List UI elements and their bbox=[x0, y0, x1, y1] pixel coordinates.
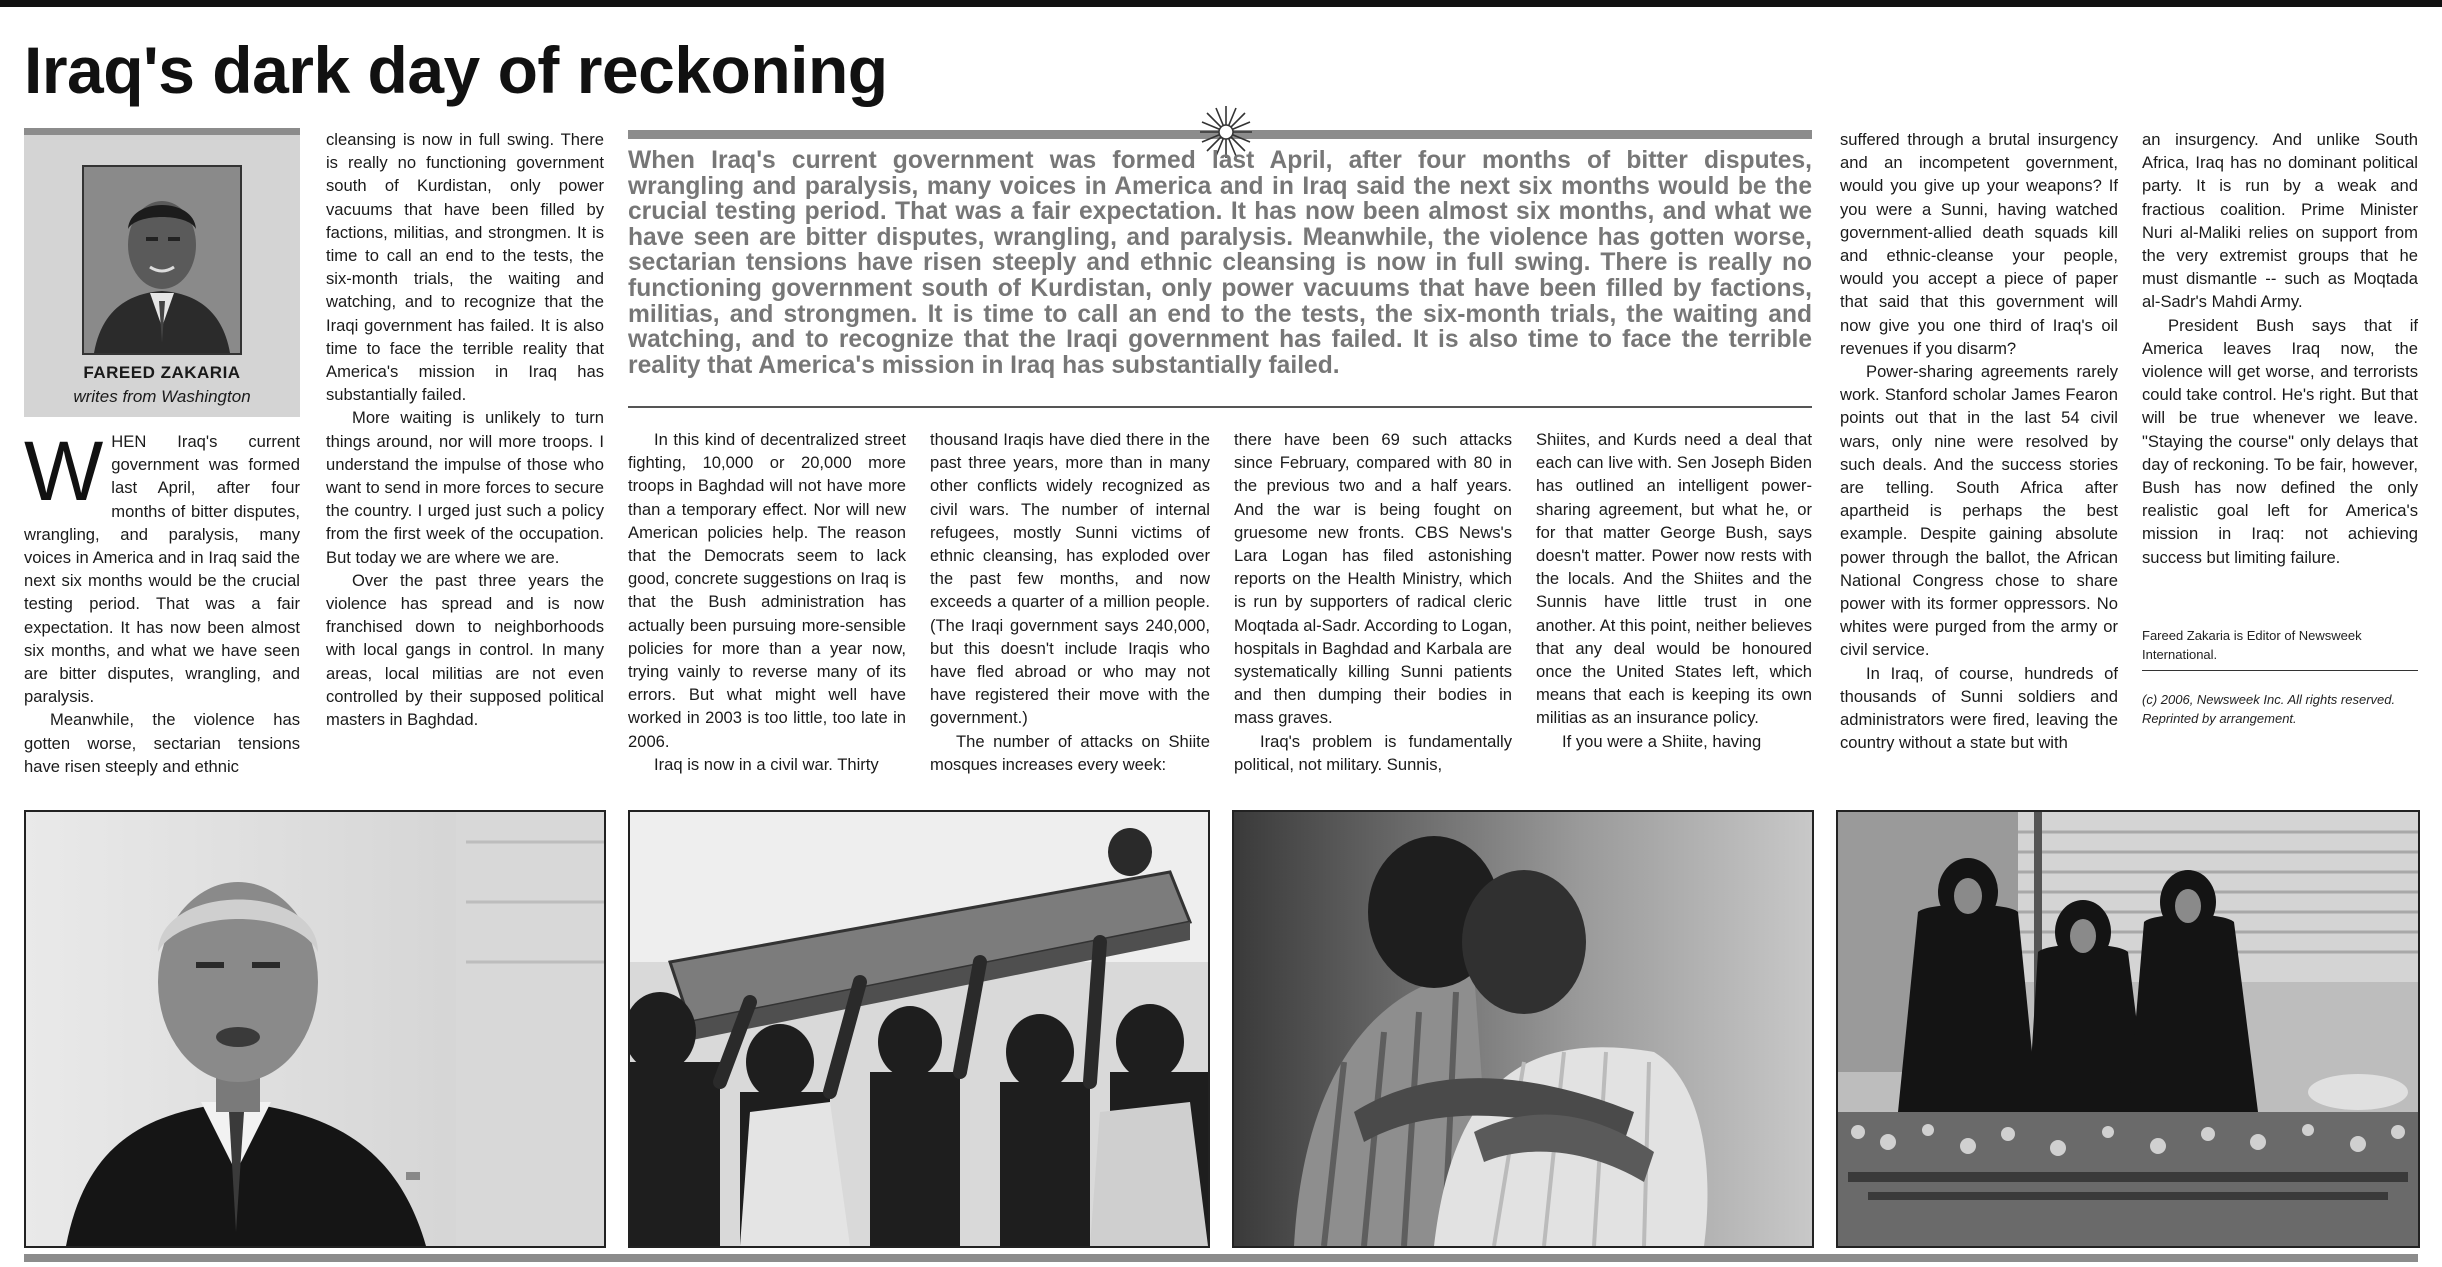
column-2 bbox=[326, 128, 604, 731]
photo-coffin-procession-image bbox=[630, 812, 1208, 1246]
column-7-paragraph-3: In Iraq, of course, hundreds of thousands of Sunni soldiers and administrators were fired, leaving the country without a state but with bbox=[1840, 663, 2118, 753]
column-7-paragraph-1: suffered through a brutal insurgency and an incompetent government, would you give up your weapons? If you were a Sunni, having watched government-allied death squads kill and ethnic-cleanse your people, would you accept a piece of paper that said that this government will now give you one third of Iraq's oil revenues if you disarm? bbox=[1840, 130, 2118, 358]
copyright-note: (c) 2006, Newsweek Inc. All rights reserved. Reprinted by arrangement. bbox=[2142, 692, 2396, 726]
photo-president bbox=[24, 810, 606, 1248]
column-2-paragraph-3: Over the past three years the violence has spread and is now franchised down to neighborhoods with local gangs in control. In many areas, local militias are not even controlled by their supposed political masters in Baghdad. bbox=[326, 570, 604, 730]
column-8 bbox=[2142, 128, 2418, 569]
photo-market-women bbox=[1836, 810, 2420, 1248]
column-4 bbox=[930, 428, 1210, 776]
pull-quote-text: When Iraq's current government was formed last April, after four months of bitter disputes, wrangling and paralysis, many voices in America and in Iraq said the next six months would be the crucial testing period. That was a fair expectation. It has now been almost six months, and what we have seen are bitter disputes, wrangling, and paralysis. Meanwhile, the violence has gotten worse, sectarian tensions have risen steeply and ethnic cleansing is now in full swing. There is really no functioning government south of Kurdistan, only power vacuums that have been filled by factions, militias, and strongmen. It is time to call an end to the tests, the six-month trials, the waiting and watching, and to recognize that the Iraqi government has failed. It is also time to face the terrible reality that America's mission in Iraq has substantially failed. bbox=[628, 147, 1812, 379]
headline: Iraq's dark day of reckoning bbox=[24, 33, 888, 107]
column-2-paragraph-1: cleansing is now in full swing. There is really no functioning government south of Kurdistan, only power vacuums that have been filled by factions, militias, and strongmen. It is time to call an end to the tests, the six-month trials, the waiting and watching, and to recognize that the Iraqi government has failed. It is also time to face the terrible reality that America's mission in Iraq has substantially failed. bbox=[326, 130, 604, 405]
column-3-paragraph-2: Iraq is now in a civil war. Thirty bbox=[654, 754, 879, 774]
column-7 bbox=[1840, 128, 2118, 754]
pull-quote-box bbox=[628, 130, 1812, 404]
byline-subtitle: writes from Washington bbox=[73, 387, 251, 406]
bottom-rule bbox=[24, 1254, 2418, 1262]
column-1-paragraph-2: Meanwhile, the violence has gotten worse, sectarian tensions have risen steeply and ethnic bbox=[24, 710, 300, 776]
column-3-paragraph-1: In this kind of decentralized street fighting, 10,000 or 20,000 more troops in Baghdad will not have more than a temporary effect. Nor will new American policies help. The reason that the Democrats seem to lack good, concrete suggestions on Iraq is that the Bush administration has actually been pursuing more-sensible policies for more than a year now, trying vainly to reverse many of its errors. But what might well have worked in 2003 is too little, too late in 2006. bbox=[628, 430, 906, 751]
author-bio-note: Fareed Zakaria is Editor of Newsweek International. bbox=[2142, 628, 2362, 662]
column-4-paragraph-1: thousand Iraqis have died there in the past three years, more than in many other conflicts widely recognized as civil wars. The number of internal refugees, mostly Sunni victims of ethnic cleansing, has exploded over the past few months, and now exceeds a quarter of a million people. (The Iraqi government says 240,000, but this doesn't include Iraqis who have fled abroad or who may not have registered their move with the government.) bbox=[930, 430, 1210, 728]
column-1-paragraph-1-text: HEN Iraq's current government was formed last April, after four months of bitter disputes, wrangling, and paralysis, many voices in America and in Iraq said the next six months would be the crucial testing period. That was a fair expectation. It has now been almost six months, and what we have seen are bitter disputes, wrangling, and paralysis. bbox=[24, 432, 300, 707]
column-6-paragraph-2: If you were a Shiite, having bbox=[1562, 731, 1762, 751]
pull-quote-bottom-rule bbox=[628, 406, 1812, 408]
column-6-paragraph-1: Shiites, and Kurds need a deal that each can live with. Sen Joseph Biden has outlined an intelligent power-sharing agreement, but what he, or for that matter George Bush, says doesn't matter. Power now rests with the locals. And the Shiites and the Sunnis have little trust in one another. At this point, neither believes that any deal would be honoured once the United States left, which means that each is keeping its own militias as an insurance policy. bbox=[1536, 430, 1812, 728]
column-7-paragraph-2: Power-sharing agreements rarely work. Stanford scholar James Fearon points out that in the last 54 civil wars, only nine were resolved by such deals. And the success stories are telling. South Africa after apartheid is perhaps the best example. Despite gaining absolute power through the ballot, the African National Congress chose to share power with its former oppressors. No whites were purged from the army or civil service. bbox=[1840, 362, 2118, 660]
column-5-paragraph-2: Iraq's problem is fundamentally political, not military. Sunnis, bbox=[1234, 731, 1512, 774]
author-portrait-figure bbox=[84, 167, 240, 353]
column-3 bbox=[628, 428, 906, 776]
column-1-paragraph-1 bbox=[24, 424, 300, 708]
photo-market-women-image bbox=[1838, 812, 2418, 1246]
column-1 bbox=[24, 424, 300, 778]
byline-name: FAREED ZAKARIA bbox=[83, 363, 241, 382]
photo-embrace bbox=[1232, 810, 1814, 1248]
drop-cap: W bbox=[24, 424, 104, 518]
bio-divider bbox=[2142, 670, 2418, 671]
top-rule bbox=[0, 0, 2442, 7]
column-5-paragraph-1: there have been 69 such attacks since February, compared with 80 in the previous two and a half years. And the war is being fought on gruesome new fronts. CBS News's Lara Logan has filed astonishing reports on the Health Ministry, which is run by supporters of radical cleric Moqtada al-Sadr. According to Logan, hospitals in Baghdad and Karbala are systematically killing Sunni patients and then dumping their bodies in mass graves. bbox=[1234, 430, 1512, 728]
column-2-paragraph-2: More waiting is unlikely to turn things around, nor will more troops. I understand the impulse of those who want to send in more forces to secure the country. I urged just such a policy from the first week of the occupation. But today we are where we are. bbox=[326, 408, 604, 567]
photo-embrace-image bbox=[1234, 812, 1812, 1246]
author-portrait bbox=[82, 165, 242, 355]
column-5 bbox=[1234, 428, 1512, 776]
photo-president-image bbox=[26, 812, 604, 1246]
byline-box bbox=[24, 128, 300, 417]
column-8-paragraph-2: President Bush says that if America leaves Iraq now, the violence will get worse, and terrorists could take control. He's right. But that will be true whenever we leave. "Staying the course" only delays that day of reckoning. To be fair, however, Bush has now defined the only realistic goal left for America's mission in Iraq: not achieving success but limiting failure. bbox=[2142, 315, 2418, 567]
column-4-paragraph-2: The number of attacks on Shiite mosques increases every week: bbox=[930, 731, 1210, 774]
column-6 bbox=[1536, 428, 1812, 753]
photo-coffin-procession bbox=[628, 810, 1210, 1248]
column-8-paragraph-1: an insurgency. And unlike South Africa, Iraq has no dominant political party. It is run by a weak and fractious coalition. Prime Minister Nuri al-Maliki relies on support from the very extremist groups that he must dismantle -- such as Moqtada al-Sadr's Mahdi Army. bbox=[2142, 130, 2418, 312]
